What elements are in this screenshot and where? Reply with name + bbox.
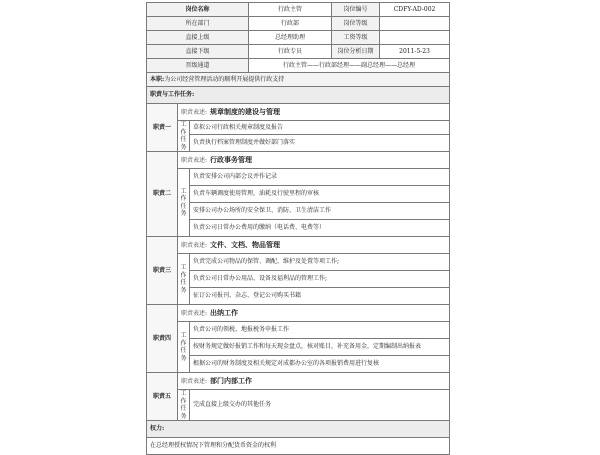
duty-2-task-2-row xyxy=(147,186,450,203)
duty-1-desc-label: 职责表述: xyxy=(181,108,208,116)
duty-2-task-1-row xyxy=(147,169,450,186)
duty-1-task-1-row xyxy=(147,121,450,135)
duty-5-work-label: 工作任务 xyxy=(178,390,190,421)
duty-5-name: 职责五 xyxy=(147,373,178,421)
wage-value xyxy=(380,31,450,45)
authority-label-row xyxy=(147,421,450,438)
grade-value xyxy=(380,17,450,31)
duty-5-task-1: 完成直接上级交办的其他任务 xyxy=(190,390,450,421)
duty-2-task-4: 负责公司日常办公费用的缴纳（电话费、电费等） xyxy=(190,220,450,237)
duty-1-name: 职责一 xyxy=(147,104,178,152)
duty-5-title: 部门内部工作 xyxy=(210,375,253,385)
duty-2-desc xyxy=(178,152,450,169)
duty-5-desc-row xyxy=(147,373,450,390)
authority-text: 在总经理授权情况下管理和分配货币资金的权利 xyxy=(147,438,450,455)
job-description-sheet xyxy=(146,2,449,455)
duty-1-desc xyxy=(178,104,450,121)
duty-4-task-2: 按财务规定做好报销工作和每天现金盘点，核对账目，补充备用金，定期编制出纳报表 xyxy=(190,339,450,356)
header-row-promotion xyxy=(147,59,450,73)
duty-1-task-2: 负责执行档案管理制度并做好部门落实 xyxy=(190,135,450,152)
duty-1-task-2-row xyxy=(147,135,450,152)
duty-3-task-3-row xyxy=(147,288,450,305)
dept-value: 行政部 xyxy=(249,17,332,31)
duty-4-task-3: 根据公司的财务制度及相关规定对成都办公室的各项报销费用进行复核 xyxy=(190,356,450,373)
authority-label: 权力: xyxy=(147,421,450,438)
duty-4-task-1: 负责公司的领税、地报税务申报工作 xyxy=(190,322,450,339)
superior-label: 直接上级 xyxy=(147,31,249,45)
duty-4-work-label: 工作任务 xyxy=(178,322,190,373)
duty-1-work-label: 工作任务 xyxy=(178,121,190,152)
duty-3-task-2-row xyxy=(147,271,450,288)
header-row-subordinate xyxy=(147,45,450,59)
duty-4-task-1-row xyxy=(147,322,450,339)
duty-2-work-label: 工作任务 xyxy=(178,169,190,237)
promotion-value: 行政主管——行政部经理——副总经理——总经理 xyxy=(249,59,450,73)
duty-2-task-2: 负责车辆调度使用管理，油耗及行驶里程的审核 xyxy=(190,186,450,203)
duty-3-task-2: 负责公司日常办公用品、设备及福利品的管理工作; xyxy=(190,271,450,288)
duty-3-desc-label: 职责表述: xyxy=(181,241,208,249)
superior-value: 总经理助理 xyxy=(249,31,332,45)
duty-1-task-1: 草拟公司行政相关规章制度及报告 xyxy=(190,121,450,135)
duty-3-task-3: 征订公司报刊、杂志、登记公司购买书籍 xyxy=(190,288,450,305)
duty-3-desc xyxy=(178,237,450,254)
subordinate-value: 行政专员 xyxy=(249,45,332,59)
summary-cell xyxy=(147,73,450,87)
promotion-label: 晋级通道 xyxy=(147,59,249,73)
duty-2-task-1: 负责安排公司内部会议并作记录 xyxy=(190,169,450,186)
subordinate-label: 直接下级 xyxy=(147,45,249,59)
duty-2-task-4-row xyxy=(147,220,450,237)
duty-5-task-1-row xyxy=(147,390,450,421)
header-row-superior xyxy=(147,31,450,45)
duty-2-name: 职责二 xyxy=(147,152,178,237)
duty-3-task-1-row xyxy=(147,254,450,271)
analysis-date-value: 2011-5-23 xyxy=(380,45,450,59)
duty-4-desc-row xyxy=(147,305,450,322)
duty-4-title: 出纳工作 xyxy=(210,307,239,317)
duty-4-task-2-row xyxy=(147,339,450,356)
wage-label: 工资等级 xyxy=(332,31,380,45)
duty-1-desc-row xyxy=(147,104,450,121)
header-row-dept xyxy=(147,17,450,31)
duty-4-desc-label: 职责表述: xyxy=(181,309,208,317)
post-no-value: CDFY-AD-002 xyxy=(380,3,450,17)
duty-3-title: 文件、文档、物品管理 xyxy=(210,239,281,249)
duty-2-title: 行政事务管理 xyxy=(210,154,253,164)
summary-text: 为公司经营管理活动的顺利开展提供行政支持 xyxy=(164,75,285,83)
duties-heading: 职责与工作任务: xyxy=(147,87,450,104)
duty-5-desc-label: 职责表述: xyxy=(181,377,208,385)
duty-4-desc xyxy=(178,305,450,322)
dept-label: 所在部门 xyxy=(147,17,249,31)
post-name-label: 岗位名称 xyxy=(147,3,249,17)
duty-2-task-3: 安排公司办公场所的安全保卫、消防、卫生清洁工作 xyxy=(190,203,450,220)
post-name-value: 行政主管 xyxy=(249,3,332,17)
summary-label: 本职: xyxy=(150,75,165,83)
summary-row xyxy=(147,73,450,87)
authority-text-row xyxy=(147,438,450,455)
duty-3-name: 职责三 xyxy=(147,237,178,305)
duty-2-desc-label: 职责表述: xyxy=(181,156,208,164)
duty-4-name: 职责四 xyxy=(147,305,178,373)
post-no-label: 岗位编号 xyxy=(332,3,380,17)
grade-label: 岗位等级 xyxy=(332,17,380,31)
analysis-date-label: 岗位分析日期 xyxy=(332,45,380,59)
duty-3-work-label: 工作任务 xyxy=(178,254,190,305)
duty-1-title: 规章制度的建设与管理 xyxy=(210,106,281,116)
duty-2-desc-row xyxy=(147,152,450,169)
job-description-table xyxy=(146,2,450,455)
header-row-name xyxy=(147,3,450,17)
duty-3-desc-row xyxy=(147,237,450,254)
duties-heading-row xyxy=(147,87,450,104)
duty-2-task-3-row xyxy=(147,203,450,220)
duty-3-task-1: 负责完成公司物品的保管、调配、维护及处置等项工作; xyxy=(190,254,450,271)
duty-4-task-3-row xyxy=(147,356,450,373)
duty-5-desc xyxy=(178,373,450,390)
